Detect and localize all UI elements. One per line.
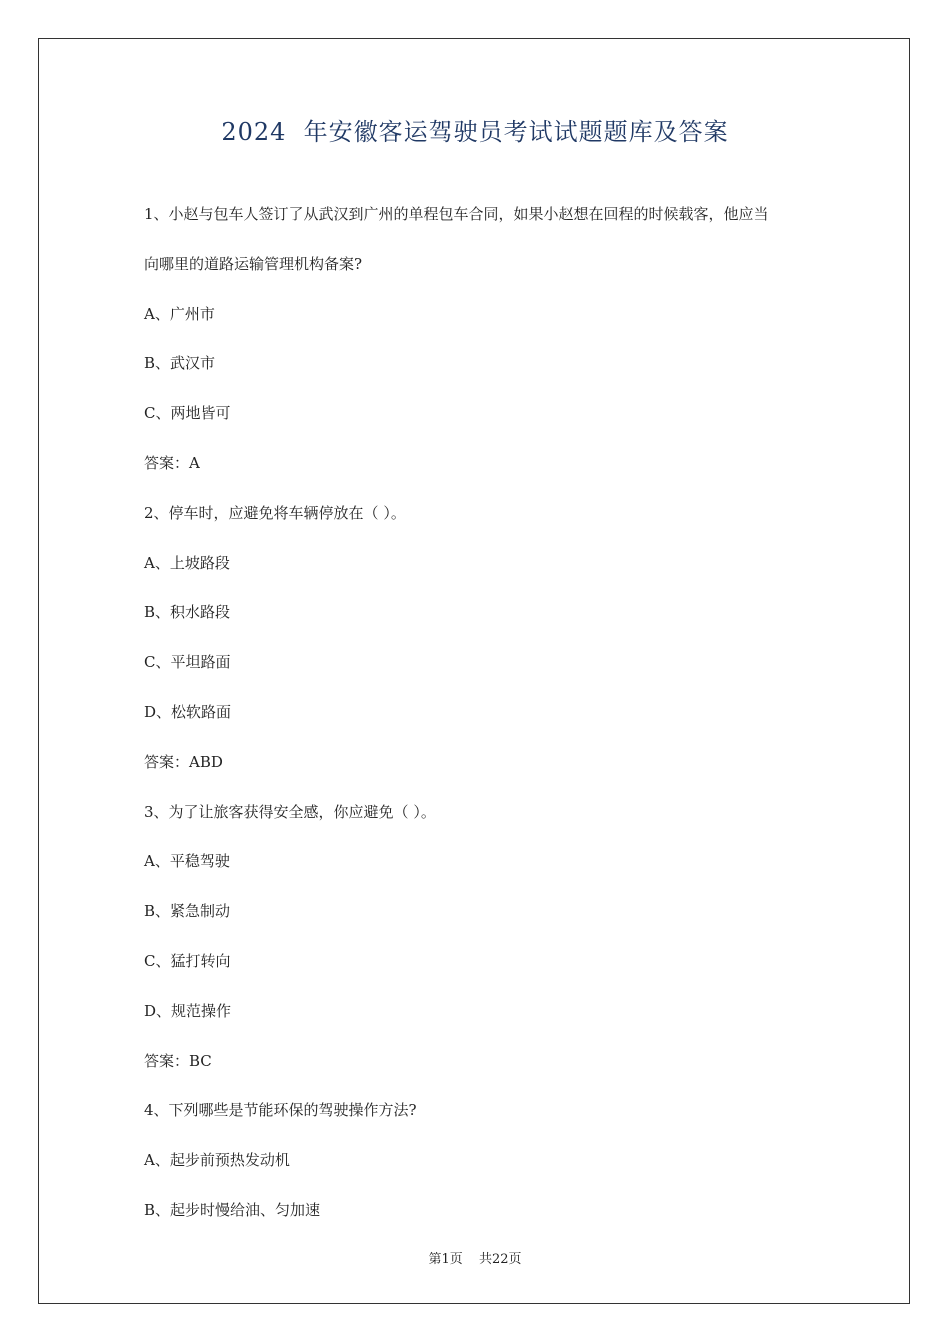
question-3-answer: 答案：BC	[144, 1051, 212, 1070]
question-3-option-a: A、平稳驾驶	[144, 852, 230, 871]
question-1-answer: 答案：A	[144, 453, 200, 472]
question-3-text: 3、为了让旅客获得安全感，你应避免（ ）。	[144, 802, 436, 821]
question-4-option-a: A、起步前预热发动机	[144, 1151, 290, 1170]
question-4-text: 4、下列哪些是节能环保的驾驶操作方法?	[144, 1101, 417, 1120]
question-4-option-b: B、起步时慢给油、匀加速	[144, 1200, 321, 1219]
question-1-option-c: C、两地皆可	[144, 404, 231, 423]
question-2-option-b: B、积水路段	[144, 603, 231, 622]
question-list	[144, 199, 824, 1245]
question-2-option-d: D、松软路面	[144, 702, 232, 721]
question-2-answer: 答案：ABD	[144, 752, 223, 771]
question-2-option-a: A、上坡路段	[144, 553, 230, 572]
question-3-option-c: C、猛打转向	[144, 951, 231, 970]
question-1-option-a: A、广州市	[144, 304, 215, 323]
question-2-text: 2、停车时，应避免将车辆停放在（ ）。	[144, 503, 406, 522]
page-title: 2024 年安徽客运驾驶员考试试题题库及答案	[221, 118, 729, 146]
page-number: 第1页	[428, 1252, 463, 1267]
page-total: 共22页	[478, 1252, 522, 1267]
question-3-option-b: B、紧急制动	[144, 902, 231, 921]
question-1-text-line-2: 向哪里的道路运输管理机构备案?	[144, 254, 363, 273]
question-3-option-d: D、规范操作	[144, 1001, 232, 1020]
question-2-option-c: C、平坦路面	[144, 653, 231, 672]
question-1-option-b: B、武汉市	[144, 354, 216, 373]
page-footer	[0, 1248, 950, 1267]
question-1-text-line-1: 1、小赵与包车人签订了从武汉到广州的单程包车合同，如果小赵想在回程的时候载客，他应当	[144, 205, 769, 223]
